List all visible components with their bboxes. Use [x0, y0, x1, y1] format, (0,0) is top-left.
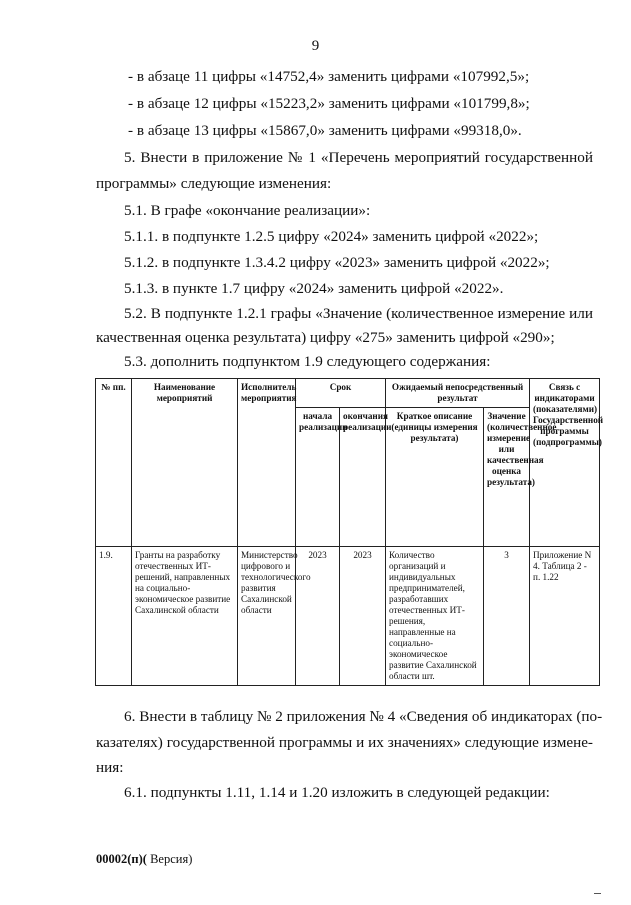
paragraph-line-10: 5.2. В подпункте 1.2.1 графы «Значение (количественное измерение или [124, 305, 593, 322]
document-version: Версия) [146, 852, 193, 866]
page-number: 9 [311, 38, 320, 54]
header-short-desc: Краткое описание (единицы измерения результата) [386, 408, 484, 547]
cell-link: Приложение N 4. Таблица 2 - п. 1.22 [530, 547, 600, 686]
paragraph-line-4: 5. Внести в приложение № 1 «Перечень мероприятий государственной [124, 149, 593, 166]
header-expected: Ожидаемый непосредственный результат [386, 379, 530, 408]
cell-short-desc: Количество организаций и индивидуальных предпринимателей, разработавших отечественных ИТ-решения, направленные на социально-экономическое развитие Сахалинской области шт. [386, 547, 484, 686]
paragraph-line-1: - в абзаце 11 цифры «14752,4» заменить цифрами «107992,5»; [128, 68, 530, 85]
document-code [96, 852, 192, 867]
corner-mark [594, 893, 601, 894]
paragraph-line-15: ния: [96, 759, 124, 776]
header-num: № пп. [96, 379, 132, 547]
paragraph-line-14: казателях) государственной программы и их значениях» следующие измене- [96, 734, 593, 751]
document-code-number: 00002(п)( [96, 852, 147, 866]
paragraph-line-3: - в абзаце 13 цифры «15867,0» заменить цифрами «99318,0». [128, 122, 522, 139]
paragraph-line-13: 6. Внести в таблицу № 2 приложения № 4 «Сведения об индикаторах (по- [124, 708, 603, 725]
paragraph-line-6: 5.1. В графе «окончание реализации»: [124, 202, 371, 219]
paragraph-line-11: качественная оценка результата) цифру «275» заменить цифрой «290»; [96, 329, 555, 346]
header-value: Значение (количественное измерение или качественная оценка результата) [484, 408, 530, 547]
header-executor: Исполнитель мероприятия [238, 379, 296, 547]
cell-start: 2023 [296, 547, 340, 686]
header-name: Наименование мероприятий [132, 379, 238, 547]
cell-value: 3 [484, 547, 530, 686]
header-term-end: окончания реализации [340, 408, 386, 547]
header-term-start: начала реализации [296, 408, 340, 547]
measures-table [95, 378, 604, 686]
paragraph-line-2: - в абзаце 12 цифры «15223,2» заменить цифрами «101799,8»; [128, 95, 530, 112]
cell-num: 1.9. [96, 547, 132, 686]
header-term: Срок [296, 379, 386, 408]
paragraph-line-9: 5.1.3. в пункте 1.7 цифру «2024» заменить цифрой «2022». [124, 280, 504, 297]
header-link: Связь с индикаторами (показателями) Государственной программы (подпрограммы) [530, 379, 600, 547]
cell-executor: Министерство цифрового и технологического развития Сахалинской области [238, 547, 296, 686]
paragraph-line-12: 5.3. дополнить подпунктом 1.9 следующего содержания: [124, 353, 491, 370]
paragraph-line-5: программы» следующие изменения: [96, 175, 332, 192]
paragraph-line-7: 5.1.1. в подпункте 1.2.5 цифру «2024» заменить цифрой «2022»; [124, 228, 539, 245]
paragraph-line-8: 5.1.2. в подпункте 1.3.4.2 цифру «2023» заменить цифрой «2022»; [124, 254, 550, 271]
cell-end: 2023 [340, 547, 386, 686]
paragraph-line-16: 6.1. подпункты 1.11, 1.14 и 1.20 изложить в следующей редакции: [124, 784, 550, 801]
cell-name: Гранты на разработку отечественных ИТ-решений, направленных на социально-экономическое развитие Сахалинской области [132, 547, 238, 686]
